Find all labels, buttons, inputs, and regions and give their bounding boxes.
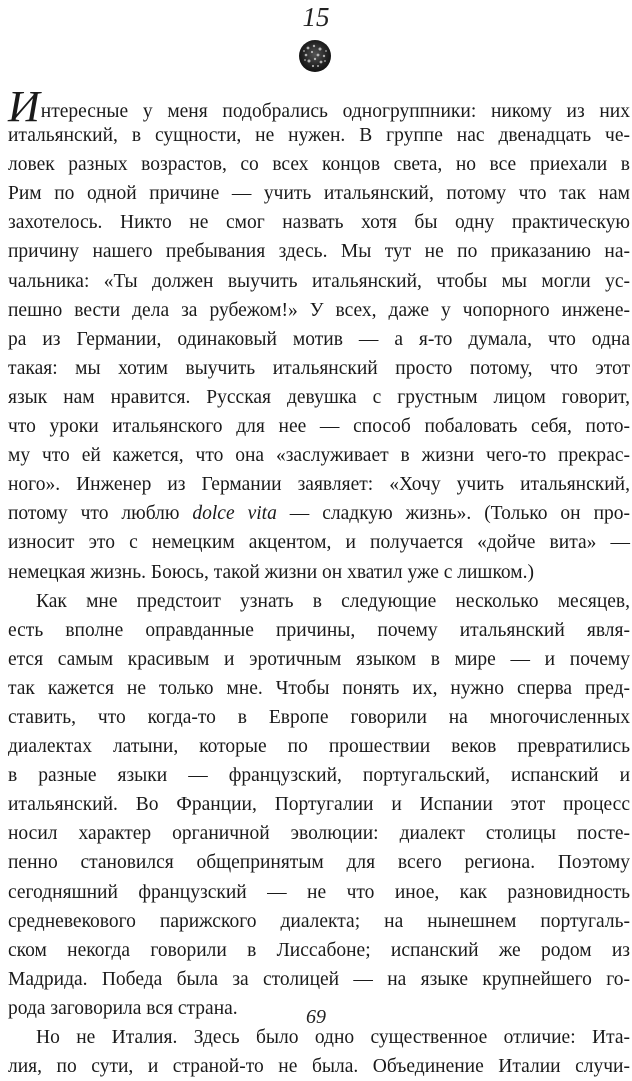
- text-line: [8, 325, 630, 354]
- line-text: так кажется не только мне. Чтобы понять их, нужно сперва пред-: [8, 677, 630, 699]
- text-line: [8, 558, 630, 587]
- line-text: диалектах латыни, которые по прошествии веков превратились: [8, 736, 630, 758]
- line-text: носил характер органичной эволюции: диалект столицы посте-: [8, 823, 630, 845]
- text-line: [8, 470, 630, 499]
- line-text: ется самым красивым и эротичным языком в мире — и почему: [8, 648, 630, 670]
- line-text: пешно вести дела за рубежом!» У всех, даже у чопорного инжене-: [8, 299, 630, 321]
- text-line: [8, 354, 630, 383]
- text-line: [8, 732, 630, 761]
- line-text: такая: мы хотим выучить итальянский просто потому, что этот: [8, 357, 630, 379]
- text-line: [8, 296, 630, 325]
- text-line: [8, 616, 630, 645]
- text-line: [8, 703, 630, 732]
- text-line: [8, 383, 630, 412]
- line-text: захотелось. Никто не смог назвать хотя бы одну практическую: [8, 212, 630, 234]
- line-text: в разные языки — французский, португальский, испанский и: [8, 765, 630, 787]
- page-number: 69: [306, 1006, 326, 1028]
- text-line: [8, 208, 630, 237]
- text-line: [8, 237, 630, 266]
- line-text: му что ей кажется, что она «заслуживает в жизни чего-то прекрас-: [8, 445, 630, 467]
- text-line: [8, 878, 630, 907]
- text-fragment: потому что люблю: [8, 503, 193, 525]
- line-text: лия, по сути, и страной-то не была. Объединение Италии случи-: [8, 1056, 630, 1078]
- line-text: есть вполне оправданные причины, почему итальянский явля-: [8, 619, 630, 641]
- paragraph: [8, 82, 631, 587]
- text-line: [8, 528, 630, 557]
- drop-cap: И: [8, 82, 40, 131]
- text-line: [8, 645, 630, 674]
- line-text: Рим по одной причине — учить итальянский, потому что так нам: [8, 183, 630, 205]
- line-text: нтересные у меня подобрались одногруппники: никому из них: [40, 101, 630, 122]
- line-text: Но не Италия. Здесь было одно существенное отличие: Ита-: [36, 1027, 630, 1048]
- italic-phrase: dolce vita: [192, 503, 277, 525]
- text-line: [8, 82, 630, 131]
- line-text: Мадрида. Победа была за столицей — на языке крупнейшего го-: [8, 968, 630, 990]
- text-line: [8, 1052, 630, 1081]
- line-text: ра из Германии, одинаковый мотив — а я-то думала, что одна: [8, 328, 630, 350]
- line-text: пенно становился общепринятым для всего региона. Поэтому: [8, 852, 630, 874]
- text-line: [8, 936, 630, 965]
- line-text: ного». Инженер из Германии заявляет: «Хочу учить итальянский,: [8, 474, 630, 496]
- line-text: износит это с немецким акцентом, и получается «дойче вита» —: [8, 532, 630, 554]
- chapter-number: 15: [302, 2, 330, 32]
- ornament-icon: [297, 38, 333, 74]
- line-text: причину нашего пребывания здесь. Мы тут не по приказанию на-: [8, 241, 630, 263]
- line-text: ставить, что когда-то в Европе говорили на многочисленных: [8, 706, 630, 728]
- line-text: чальника: «Ты должен выучить итальянский, чтобы мы могли ус-: [8, 270, 630, 292]
- line-text: сегодняшний французский — не что иное, как разновидность: [8, 881, 630, 903]
- line-text: Как мне предстоит узнать в следующие несколько месяцев,: [36, 590, 630, 612]
- text-line: [8, 848, 630, 877]
- text-line: [8, 412, 630, 441]
- body-text: [8, 82, 631, 1081]
- line-text: средневекового парижского диалекта; на нынешнем португаль-: [8, 910, 630, 932]
- text-line: [8, 121, 630, 150]
- text-line: [8, 819, 630, 848]
- text-line: [8, 790, 630, 819]
- text-line: [8, 499, 630, 528]
- text-line: [8, 587, 630, 616]
- line-text: язык нам нравится. Русская девушка с грустным лицом говорит,: [8, 386, 630, 408]
- text-line: [8, 150, 630, 179]
- text-line: [8, 674, 630, 703]
- line-text: рода заговорила вся страна.: [8, 997, 238, 1019]
- line-text: итальянский. Во Франции, Португалии и Испании этот процесс: [8, 794, 630, 816]
- line-text: что уроки итальянского для нее — способ побаловать себя, пото-: [8, 416, 630, 438]
- text-line: [8, 267, 630, 296]
- text-line: [8, 441, 630, 470]
- text-fragment: — сладкую жизнь». (Только он про-: [276, 503, 631, 525]
- text-line: [8, 179, 630, 208]
- text-line: [8, 907, 630, 936]
- line-text: итальянский, в сущности, не нужен. В группе нас двенадцать че-: [8, 125, 630, 147]
- text-line: [8, 965, 630, 994]
- line-text: ском некогда говорили в Лиссабоне; испанский же родом из: [8, 939, 630, 961]
- text-line: [8, 761, 630, 790]
- line-text: немецкая жизнь. Боюсь, такой жизни он хватил уже с лишком.): [8, 561, 535, 583]
- line-text: ловек разных возрастов, со всех концов света, но все приехали в: [8, 154, 630, 176]
- paragraph: [8, 587, 630, 1023]
